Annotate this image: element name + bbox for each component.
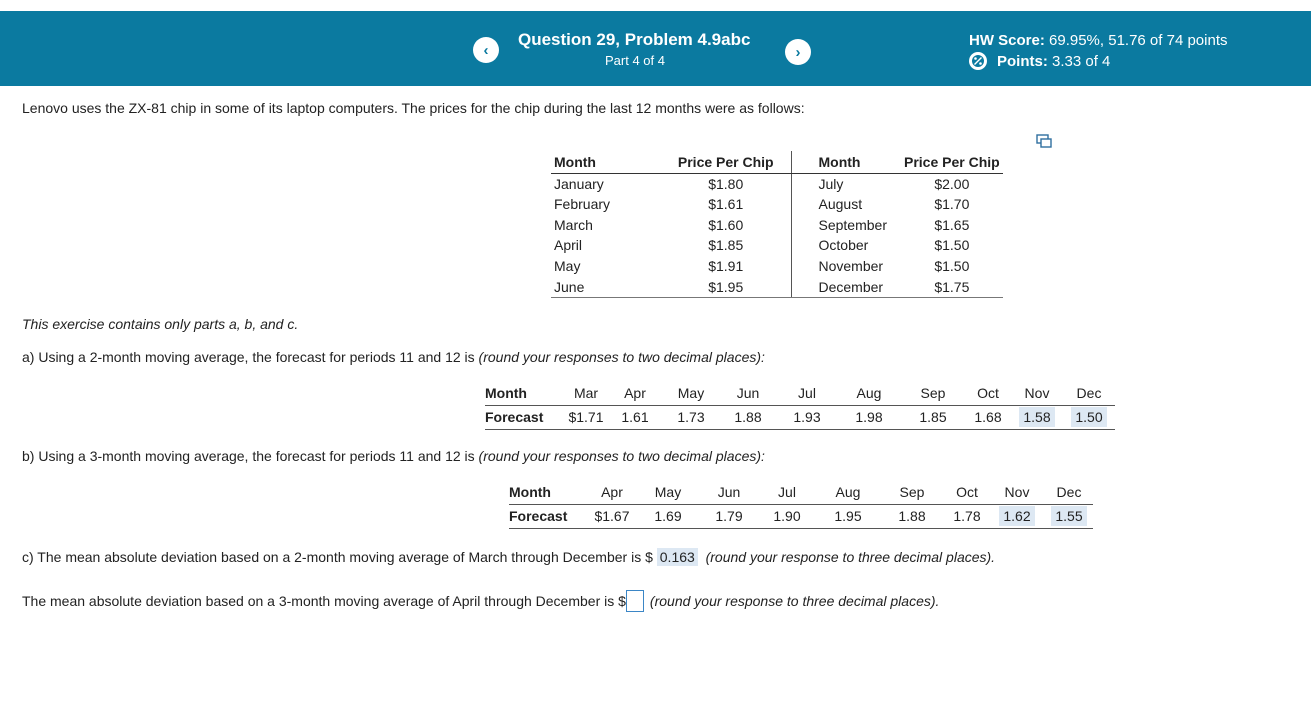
answer-value: 1.55: [1051, 506, 1086, 526]
table-row: [551, 276, 1003, 297]
month-label: Month: [485, 381, 565, 405]
month-cell: Jun: [719, 381, 777, 405]
part-c-text-2: The mean absolute deviation based on a 3-month moving average of April through December is $: [22, 593, 626, 609]
question-header: [0, 11, 1311, 86]
table-row: [485, 405, 1115, 429]
price-cell: $1.85: [661, 235, 791, 256]
problem-intro: Lenovo uses the ZX-81 chip in some of its laptop computers. The prices for the chip during the last 12 months were as follows:: [22, 100, 805, 116]
price-cell: $1.75: [901, 276, 1003, 297]
part-b-text: b) Using a 3-month moving average, the forecast for periods 11 and 12 is: [22, 448, 479, 464]
answer-field-nov[interactable]: [1011, 405, 1063, 429]
table-header-price: Price Per Chip: [901, 151, 1003, 173]
table-row: [551, 194, 1003, 215]
forecast-cell: 1.98: [837, 405, 901, 429]
forecast-cell: 1.90: [757, 504, 817, 528]
month-cell: Jul: [757, 480, 817, 504]
forecast-cell: $1.67: [589, 504, 635, 528]
previous-question-button[interactable]: [473, 37, 499, 63]
part-c-hint-1: (round your response to three decimal places).: [705, 549, 996, 565]
part-a-hint: (round your responses to two decimal places):: [478, 349, 765, 365]
table-row: [551, 214, 1003, 235]
partial-credit-icon: [969, 52, 987, 70]
forecast-cell: 1.78: [945, 504, 989, 528]
question-part: Part 4 of 4: [605, 53, 665, 68]
part-b-hint: (round your responses to two decimal places):: [478, 448, 765, 464]
answer-field-dec[interactable]: [1063, 405, 1115, 429]
month-cell: Jul: [777, 381, 837, 405]
part-c-text-1: c) The mean absolute deviation based on a 2-month moving average of March through December is $: [22, 549, 653, 565]
month-cell: Nov: [1011, 381, 1063, 405]
price-cell: $1.91: [661, 256, 791, 277]
month-cell: Oct: [945, 480, 989, 504]
month-cell: August: [818, 196, 863, 213]
table-header-month: Month: [551, 151, 661, 173]
month-cell: Sep: [879, 480, 945, 504]
points-label: Points:: [997, 52, 1048, 70]
part-b-forecast-table: [509, 480, 1093, 529]
chevron-right-icon: ›: [795, 43, 801, 61]
price-cell: $1.95: [661, 276, 791, 297]
price-cell: $1.50: [934, 237, 970, 254]
month-cell: February: [554, 196, 611, 213]
table-header-price: Price Per Chip: [661, 151, 791, 173]
forecast-label: Forecast: [509, 504, 589, 528]
month-cell: May: [663, 381, 719, 405]
table-row: [551, 173, 1003, 194]
part-c-question-2: [22, 590, 939, 612]
month-cell: Apr: [589, 480, 635, 504]
month-cell: May: [635, 480, 701, 504]
mad-2-month-answer[interactable]: 0.163: [657, 548, 698, 566]
exercise-note: This exercise contains only parts a, b, and c.: [22, 316, 299, 332]
month-cell: December: [791, 276, 901, 297]
forecast-label: Forecast: [485, 405, 565, 429]
forecast-cell: 1.88: [719, 405, 777, 429]
month-cell: Sep: [901, 381, 965, 405]
forecast-cell: $1.71: [565, 405, 607, 429]
answer-value: 1.58: [1019, 407, 1054, 427]
forecast-cell: 1.85: [901, 405, 965, 429]
top-strip: [0, 0, 1311, 11]
part-a-forecast-table: [485, 381, 1115, 430]
price-table: [551, 151, 1003, 298]
forecast-cell: 1.61: [607, 405, 663, 429]
month-cell: Aug: [837, 381, 901, 405]
month-cell: September: [818, 216, 887, 233]
price-cell: $1.61: [661, 194, 791, 215]
answer-field-dec[interactable]: [1045, 504, 1093, 528]
price-cell: $2.00: [934, 175, 970, 192]
forecast-cell: 1.79: [701, 504, 757, 528]
answer-field-nov[interactable]: [989, 504, 1045, 528]
price-cell: $1.50: [934, 258, 970, 275]
price-cell: $1.70: [934, 196, 970, 213]
answer-value: 1.50: [1071, 407, 1106, 427]
forecast-cell: 1.69: [635, 504, 701, 528]
table-row: [551, 256, 1003, 277]
points-value: 3.33 of 4: [1052, 52, 1111, 70]
month-cell: Aug: [817, 480, 879, 504]
next-question-button[interactable]: [785, 39, 811, 65]
month-cell: Nov: [989, 480, 1045, 504]
month-cell: Dec: [1045, 480, 1093, 504]
month-cell: April: [554, 237, 583, 254]
month-label: Month: [509, 480, 589, 504]
table-row: [551, 235, 1003, 256]
forecast-cell: 1.93: [777, 405, 837, 429]
part-c-question-1: [22, 549, 995, 565]
part-b-question: [22, 448, 765, 464]
table-row: [509, 504, 1093, 528]
month-cell: Oct: [965, 381, 1011, 405]
part-c-hint-2: (round your response to three decimal places).: [649, 593, 940, 609]
month-cell: October: [818, 237, 869, 254]
forecast-cell: 1.68: [965, 405, 1011, 429]
month-cell: Jun: [701, 480, 757, 504]
part-a-question: [22, 349, 765, 365]
hw-score-label: HW Score:: [969, 32, 1045, 49]
price-cell: $1.65: [934, 216, 970, 233]
copy-table-icon[interactable]: [1036, 134, 1052, 148]
month-cell: November: [818, 258, 884, 275]
month-cell: March: [554, 216, 593, 233]
hw-score: [969, 32, 1228, 49]
month-cell: May: [554, 258, 581, 275]
forecast-cell: 1.95: [817, 504, 879, 528]
forecast-cell: 1.73: [663, 405, 719, 429]
question-points: [969, 52, 1110, 70]
price-cell: $1.60: [661, 214, 791, 235]
month-cell: January: [554, 175, 604, 192]
month-cell: July: [818, 175, 844, 192]
hw-score-value: 69.95%, 51.76 of 74 points: [1049, 32, 1228, 49]
table-header-month: Month: [791, 151, 901, 173]
month-cell: June: [551, 276, 661, 297]
month-cell: Dec: [1063, 381, 1115, 405]
month-cell: Mar: [565, 381, 607, 405]
forecast-cell: 1.88: [879, 504, 945, 528]
price-cell: $1.80: [661, 173, 791, 194]
table-row: [485, 381, 1115, 405]
table-row: [509, 480, 1093, 504]
mad-3-month-input[interactable]: [626, 590, 644, 612]
month-cell: Apr: [607, 381, 663, 405]
question-title: Question 29, Problem 4.9abc: [518, 30, 751, 49]
chevron-left-icon: ‹: [483, 41, 489, 59]
answer-value: 1.62: [999, 506, 1034, 526]
part-a-text: a) Using a 2-month moving average, the forecast for periods 11 and 12 is: [22, 349, 479, 365]
